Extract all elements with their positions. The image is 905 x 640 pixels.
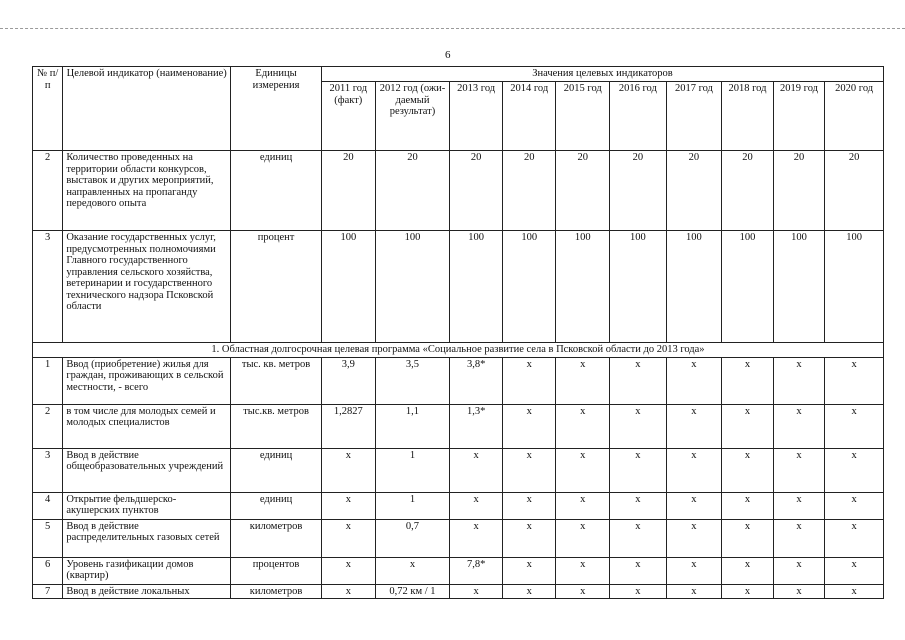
header-year: 2017 год [666,82,722,151]
unit-cell: процентов [231,557,322,584]
header-year: 2020 год [825,82,884,151]
value-cell: х [502,557,556,584]
value-cell: х [450,448,503,492]
value-cell: х [773,357,825,404]
row-number: 3 [33,448,63,492]
value-cell: 20 [450,151,503,231]
value-cell: 100 [773,231,825,343]
indicator-name: Открытие фельдшерско-акушерских пунктов [63,492,231,519]
value-cell: 20 [773,151,825,231]
indicator-name: Ввод в действие распределительных газовых сетей [63,519,231,557]
scan-edge-line [0,28,905,29]
table-row [33,519,884,557]
value-cell: 100 [610,231,667,343]
value-cell: х [610,448,667,492]
value-cell: 1 [375,448,450,492]
value-cell: х [722,492,774,519]
unit-cell: тыс.кв. метров [231,404,322,448]
value-cell: х [450,584,503,599]
value-cell: х [825,519,884,557]
value-cell: 20 [375,151,450,231]
value-cell: х [502,357,556,404]
row-number: 4 [33,492,63,519]
indicator-name: Количество проведенных на территории области конкурсов, выставок и других мероприятий, направленных на пропаганду передового опыта [63,151,231,231]
section-title: 1. Областная долгосрочная целевая программа «Социальное развитие села в Псковской области до 2013 года» [33,343,884,358]
header-year: 2013 год [450,82,503,151]
table-row [33,584,884,599]
value-cell: х [556,492,610,519]
header-name: Целевой индикатор (наименование) [63,67,231,151]
unit-cell: тыс. кв. метров [231,357,322,404]
value-cell: х [825,492,884,519]
header-year: 2018 год [722,82,774,151]
value-cell: х [610,519,667,557]
header-unit: Единицы измерения [231,67,322,151]
value-cell: 3,5 [375,357,450,404]
header-year: 2016 год [610,82,667,151]
indicator-name: Ввод (приобретение) жилья для граждан, проживающих в сельской местности, - всего [63,357,231,404]
value-cell: х [375,557,450,584]
value-cell: х [556,519,610,557]
header-year: 2015 год [556,82,610,151]
value-cell: х [556,404,610,448]
row-number: 6 [33,557,63,584]
value-cell: х [556,584,610,599]
value-cell: х [556,357,610,404]
value-cell: х [450,519,503,557]
value-cell: х [773,557,825,584]
header-num: № п/п [33,67,63,151]
value-cell: х [556,448,610,492]
row-number: 1 [33,357,63,404]
value-cell: 3,9 [322,357,376,404]
value-cell: х [502,448,556,492]
indicator-name: в том числе для молодых семей и молодых специалистов [63,404,231,448]
value-cell: 100 [502,231,556,343]
value-cell: 20 [722,151,774,231]
value-cell: 0,72 км / 1 [375,584,450,599]
unit-cell: единиц [231,448,322,492]
value-cell: 100 [666,231,722,343]
value-cell: х [722,448,774,492]
header-year: 2014 год [502,82,556,151]
indicators-table [32,66,884,599]
value-cell: х [666,448,722,492]
value-cell: х [825,448,884,492]
table-row [33,151,884,231]
section-row [33,343,884,358]
value-cell: х [502,404,556,448]
value-cell: 100 [556,231,610,343]
header-year: 2011 год (факт) [322,82,376,151]
value-cell: х [722,404,774,448]
table-row [33,231,884,343]
page-number: 6 [445,49,451,61]
value-cell: х [610,357,667,404]
value-cell: 1,3* [450,404,503,448]
value-cell: х [825,357,884,404]
table-row [33,492,884,519]
indicator-name: Ввод в действие локальных [63,584,231,599]
value-cell: х [666,492,722,519]
value-cell: х [322,492,376,519]
value-cell: 7,8* [450,557,503,584]
value-cell: х [825,584,884,599]
value-cell: х [666,584,722,599]
value-cell: х [773,492,825,519]
value-cell: х [610,557,667,584]
value-cell: х [773,404,825,448]
value-cell: х [502,519,556,557]
value-cell: 20 [322,151,376,231]
value-cell: х [722,557,774,584]
value-cell: х [666,557,722,584]
value-cell: х [450,492,503,519]
value-cell: х [610,492,667,519]
value-cell: 100 [450,231,503,343]
unit-cell: километров [231,584,322,599]
value-cell: х [773,448,825,492]
value-cell: х [610,404,667,448]
row-number: 7 [33,584,63,599]
value-cell: 100 [375,231,450,343]
indicator-name: Оказание государственных услуг, предусмотренных полномочиями Главного государственного управления сельского хозяйства, ветеринарии и государственного технического надзора Псковской области [63,231,231,343]
value-cell: х [722,519,774,557]
value-cell: х [666,357,722,404]
value-cell: х [825,404,884,448]
indicator-name: Уровень газификации домов (квартир) [63,557,231,584]
value-cell: х [502,492,556,519]
row-number: 2 [33,151,63,231]
value-cell: х [502,584,556,599]
row-number: 3 [33,231,63,343]
value-cell: х [722,357,774,404]
table-row [33,448,884,492]
value-cell: х [322,448,376,492]
table-row [33,557,884,584]
value-cell: х [773,519,825,557]
value-cell: 20 [666,151,722,231]
row-number: 5 [33,519,63,557]
value-cell: х [825,557,884,584]
value-cell: х [556,557,610,584]
row-number: 2 [33,404,63,448]
value-cell: 20 [556,151,610,231]
value-cell: 1 [375,492,450,519]
value-cell: 100 [322,231,376,343]
unit-cell: единиц [231,492,322,519]
value-cell: 0,7 [375,519,450,557]
value-cell: 1,2827 [322,404,376,448]
table-row [33,404,884,448]
value-cell: 20 [825,151,884,231]
value-cell: 20 [502,151,556,231]
value-cell: 1,1 [375,404,450,448]
value-cell: х [322,519,376,557]
value-cell: 20 [610,151,667,231]
value-cell: 3,8* [450,357,503,404]
value-cell: х [322,584,376,599]
table-body [33,151,884,599]
value-cell: х [722,584,774,599]
value-cell: х [773,584,825,599]
unit-cell: процент [231,231,322,343]
header-year: 2019 год [773,82,825,151]
value-cell: х [666,519,722,557]
unit-cell: километров [231,519,322,557]
value-cell: х [610,584,667,599]
header-year: 2012 год (ожи-даемый результат) [375,82,450,151]
value-cell: 100 [722,231,774,343]
value-cell: х [666,404,722,448]
table-row [33,357,884,404]
unit-cell: единиц [231,151,322,231]
indicator-name: Ввод в действие общеобразовательных учреждений [63,448,231,492]
value-cell: х [322,557,376,584]
header-values-group: Значения целевых индикаторов [322,67,884,82]
value-cell: 100 [825,231,884,343]
